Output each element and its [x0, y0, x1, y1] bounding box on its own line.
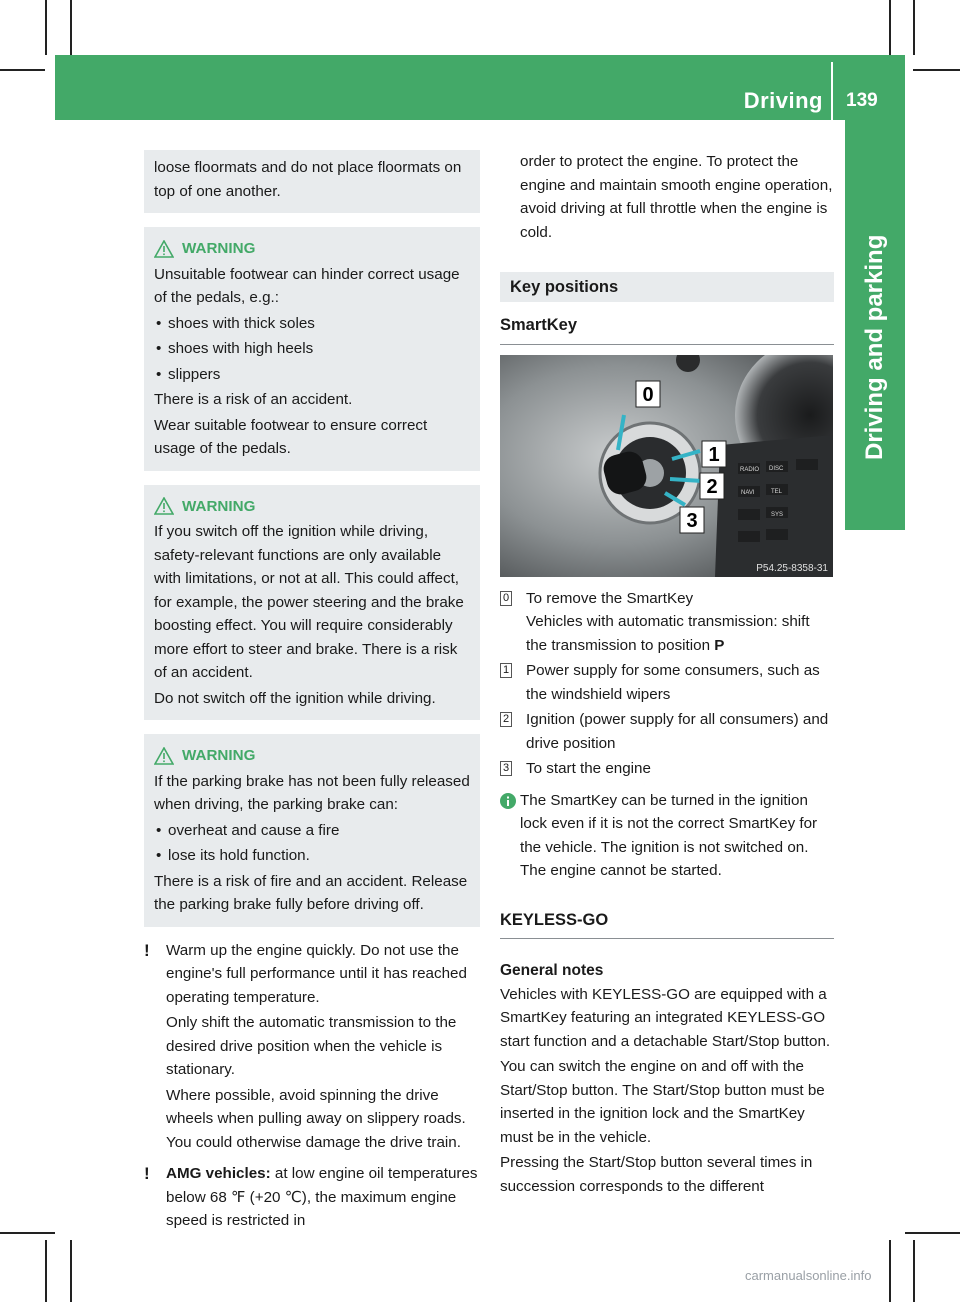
item-text: To remove the SmartKey: [526, 589, 694, 607]
crop-mark: [913, 0, 915, 55]
crop-mark: [889, 1240, 891, 1302]
label-position-2: 2: [706, 475, 718, 498]
warning-heading: [154, 495, 472, 519]
left-column: [144, 150, 480, 1241]
crop-mark: [889, 0, 891, 55]
warning-instruction: Do not switch off the ignition while driving.: [154, 689, 436, 707]
warning-box-ignition: [144, 485, 480, 721]
sub-heading: SmartKey: [500, 302, 834, 345]
crop-mark: [45, 1240, 47, 1302]
warning-title: WARNING: [182, 240, 256, 257]
crop-mark: [70, 1240, 72, 1302]
note-bold: AMG vehicles:: [166, 1165, 271, 1182]
note-warmup: [144, 939, 480, 1157]
key-position-item: [500, 659, 834, 706]
side-tab-marker: [845, 484, 905, 530]
info-text: The SmartKey can be turned in the ignition lock even if it is not the correct SmartKey for the vehicle. The ignition is not switched on. The engine cannot be started.: [520, 791, 818, 879]
section-title: Driving: [743, 88, 823, 113]
warning-triangle-icon: [154, 240, 174, 258]
warning-heading: [154, 744, 472, 768]
warning-list: [154, 819, 472, 868]
warning-heading: [154, 237, 472, 261]
crop-mark: [0, 69, 45, 71]
item-text: Ignition (power supply for all consumers) and drive position: [526, 711, 829, 752]
button-label: TEL: [771, 488, 783, 495]
button-label: SYS: [771, 511, 784, 518]
warning-triangle-icon: [154, 747, 174, 765]
button-label: RADIO: [740, 466, 760, 473]
position-badge: 0: [500, 591, 512, 606]
warning-triangle-icon: [154, 497, 174, 515]
warning-intro: If the parking brake has not been fully released when driving, the parking brake can:: [154, 772, 470, 813]
warning-box-footwear: [144, 227, 480, 471]
header-divider: [831, 62, 833, 120]
continued-text: order to protect the engine. To protect the engine and maintain smooth engine operation, avoid driving at full throttle when the engine is cold.: [520, 153, 833, 241]
caution-icon: !: [144, 1164, 150, 1183]
item-bold: P: [714, 636, 725, 654]
label-position-0: 0: [642, 383, 654, 406]
crop-mark: [913, 1240, 915, 1302]
key-position-item: [500, 757, 834, 781]
item-text: Vehicles with automatic transmission: shift the transmission to position: [526, 613, 810, 654]
list-item: • slippers: [154, 363, 472, 387]
figure-code: P54.25-8358-31: [756, 562, 828, 574]
list-item: • shoes with thick soles: [154, 312, 472, 336]
item-text: To start the engine: [526, 760, 651, 777]
body-text: You can switch the engine on and off with the Start/Stop button. The Start/Stop button must be inserted in the ignition lock and the SmartKey must be in the vehicle.: [500, 1058, 825, 1146]
info-icon: [500, 793, 516, 809]
note-text: Only shift the automatic transmission to the desired drive position when the vehicle is stationary.: [166, 1014, 457, 1078]
warning-text: If you switch off the ignition while driving, safety-relevant functions are only available with limitations, or not at all. This could affect, for example, the power steering and the brake boosting effect. You will require considerably more effort to steer and brake. There is a risk of an accident.: [154, 523, 464, 681]
note-amg: [144, 1162, 480, 1235]
warning-intro: Unsuitable footwear can hinder correct usage of the pedals, e.g.:: [154, 265, 460, 306]
caution-icon: !: [144, 940, 150, 960]
warning-text: There is a risk of fire and an accident. Release the parking brake fully before driving off.: [154, 872, 468, 913]
button-label: NAVI: [741, 489, 755, 496]
note-text: Where possible, avoid spinning the drive wheels when pulling away on slippery roads. You could otherwise damage the drive train.: [166, 1086, 466, 1151]
position-badge: 1: [500, 663, 512, 678]
list-item: • lose its hold function.: [154, 844, 472, 868]
intro-box: [144, 150, 480, 213]
warning-risk: There is a risk of an accident.: [154, 391, 353, 408]
item-text: Power supply for some consumers, such as the windshield wipers: [526, 662, 820, 703]
section-heading: Key positions: [500, 272, 834, 302]
position-badge: 2: [500, 712, 512, 727]
info-note: [500, 789, 834, 883]
list-item: • overheat and cause a fire: [154, 819, 472, 843]
crop-mark: [905, 1232, 960, 1234]
label-position-1: 1: [708, 443, 720, 466]
body-text: Vehicles with KEYLESS-GO are equipped with a SmartKey featuring an integrated KEYLESS-GO start function and a detachable Start/Stop button.: [500, 985, 831, 1050]
right-column: [500, 150, 834, 1200]
position-badge: 3: [500, 761, 512, 776]
crop-mark: [0, 1232, 55, 1234]
page-number: 139: [846, 90, 878, 111]
crop-mark: [70, 0, 72, 55]
general-notes-heading: General notes: [500, 962, 604, 979]
list-item: • shoes with high heels: [154, 337, 472, 361]
crop-mark: [913, 69, 960, 71]
body-text: Pressing the Start/Stop button several times in succession corresponds to the different: [500, 1154, 813, 1195]
note-text: at low engine oil temperatures below 68 ℉ (+20 ℃), the maximum engine speed is restricted in: [166, 1165, 478, 1229]
key-position-item: [500, 708, 834, 755]
warning-box-parking-brake: [144, 734, 480, 927]
key-position-item: [500, 587, 834, 658]
sub-heading: KEYLESS-GO: [500, 889, 834, 940]
intro-text: loose floormats and do not place floormats on top of one another.: [154, 159, 462, 200]
label-position-3: 3: [686, 509, 698, 532]
ignition-illustration: [500, 355, 833, 577]
warning-title: WARNING: [182, 497, 256, 515]
crop-mark: [45, 0, 47, 55]
warning-title: WARNING: [182, 747, 256, 764]
warning-instruction: Wear suitable footwear to ensure correct usage of the pedals.: [154, 416, 428, 457]
watermark: carmanualsonline.info: [745, 1268, 872, 1283]
note-text: Warm up the engine quickly. Do not use the engine's full performance until it has reached operating temperature.: [166, 941, 467, 1006]
ignition-photo: [500, 355, 833, 577]
side-tab-label: Driving and parking: [861, 234, 888, 460]
warning-list: [154, 312, 472, 387]
button-label: DISC: [769, 465, 784, 472]
